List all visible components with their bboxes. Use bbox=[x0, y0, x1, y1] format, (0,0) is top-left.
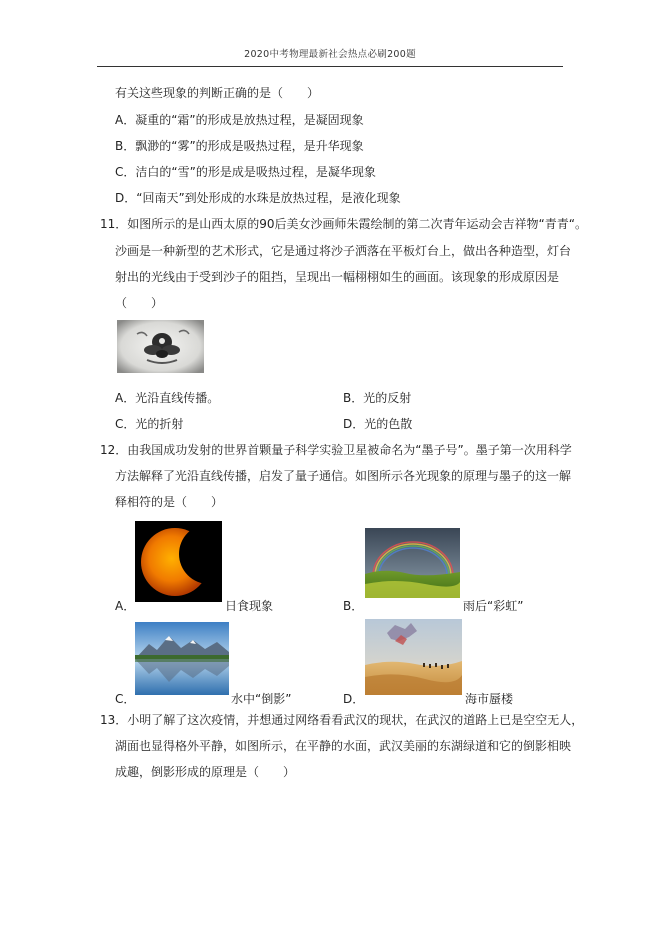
q11-line-2: 沙画是一种新型的艺术形式，它是通过将沙子洒落在平板灯台上，做出各种造型，灯台 bbox=[115, 244, 572, 258]
q12-option-c-caption: 水中“倒影” bbox=[231, 692, 292, 706]
q12-option-b-letter: B． bbox=[343, 599, 364, 613]
q12-option-a-letter: A． bbox=[115, 599, 136, 613]
q11-option-a: A．光沿直线传播。 bbox=[115, 391, 220, 405]
q10-stem: 有关这些现象的判断正确的是（ ） bbox=[115, 86, 320, 100]
q10-option-d: D．“回南天”到处形成的水珠是放热过程，是液化现象 bbox=[115, 191, 401, 205]
q12-option-d-letter: D． bbox=[343, 692, 365, 706]
page-header: 2020中考物理最新社会热点必刷200题 bbox=[97, 46, 563, 67]
sand-painting-image bbox=[117, 320, 204, 373]
q12-option-a-caption: 日食现象 bbox=[225, 599, 274, 613]
q12-line-3: 释相符的是（ ） bbox=[115, 495, 224, 509]
q11-line-1: 11．如图所示的是山西太原的90后美女沙画师朱霞绘制的第二次青年运动会吉祥物“青青“。 bbox=[100, 217, 587, 231]
q12-line-2: 方法解释了光沿直线传播，启发了量子通信。如图所示各光现象的原理与墨子的这一解 bbox=[115, 469, 572, 483]
q10-option-a: A．凝重的“霜”的形成是放热过程，是凝固现象 bbox=[115, 113, 364, 127]
q11-line-3: 射出的光线由于受到沙子的阻挡，呈现出一幅栩栩如生的画面。该现象的形成原因是 bbox=[115, 270, 560, 284]
q13-line-1: 13．小明了解了这次疫情，并想通过网络看看武汉的现状，在武汉的道路上已是空空无人， bbox=[100, 713, 584, 727]
water-reflection-image bbox=[135, 622, 229, 695]
q12-option-c-letter: C． bbox=[115, 692, 136, 706]
q10-option-c: C．洁白的“雪”的形是成是吸热过程，是凝华现象 bbox=[115, 165, 376, 179]
mirage-image bbox=[365, 619, 462, 695]
q11-option-b: B．光的反射 bbox=[343, 391, 412, 405]
q12-option-b-caption: 雨后“彩虹” bbox=[463, 599, 524, 613]
q11-option-c: C．光的折射 bbox=[115, 417, 184, 431]
solar-eclipse-image bbox=[135, 521, 222, 602]
q11-option-d: D．光的色散 bbox=[343, 417, 413, 431]
q12-line-1: 12．由我国成功发射的世界首颗量子科学实验卫星被命名为“墨子号”。墨子第一次用科学 bbox=[100, 443, 572, 457]
rainbow-image bbox=[365, 528, 460, 598]
q10-option-b: B．飘渺的“雾”的形成是吸热过程，是升华现象 bbox=[115, 139, 364, 153]
q12-option-d-caption: 海市蜃楼 bbox=[465, 692, 514, 706]
q13-line-2: 湖面也显得格外平静，如图所示，在平静的水面，武汉美丽的东湖绿道和它的倒影相映 bbox=[115, 739, 572, 753]
q13-line-3: 成趣，倒影形成的原理是（ ） bbox=[115, 765, 296, 779]
q11-line-4: （ ） bbox=[115, 296, 164, 310]
